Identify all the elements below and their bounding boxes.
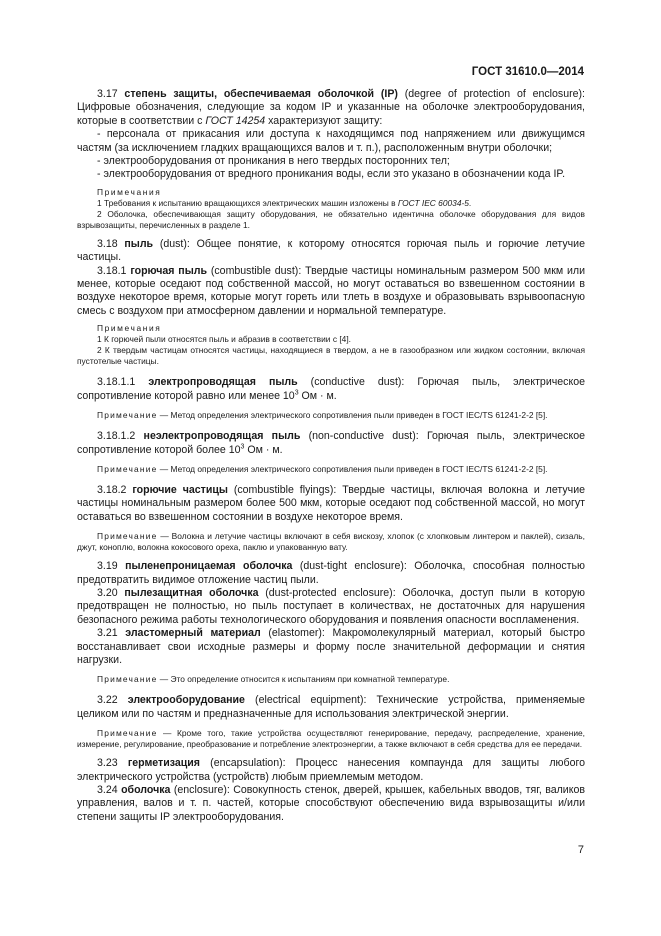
standard-reference: ГОСТ 14254 xyxy=(205,114,266,127)
clause-term: электропроводящая пыль xyxy=(148,376,298,389)
clause-3-19: 3.19 пыленепроницаемая оболочка (dust-tight enclosure): Оболочка, способная полностью предотвратить видимое отложение частиц пыли. xyxy=(77,560,585,586)
clause-3-18-2: 3.18.2 горючие частицы (combustible flyings): Твердые частицы, включая волокна и летучие частицы номинальным размером более 500 мкм, которые оседают под собственной массой, но могут оставаться во взвешенном состоянии в воздухе некоторое время. xyxy=(77,483,585,523)
note-label: Примечание xyxy=(97,674,158,685)
list-item: - персонала от прикасания или доступа к находящимся под напряжением или движущимся частям (за исключением гладких вращающихся валов и т. п.), расположенным внутри оболочки; xyxy=(77,128,585,154)
clause-3-18-1-1: 3.18.1.1 электропроводящая пыль (conductive dust): Горючая пыль, электрическое сопротивление которой равно или менее $10^3$ Ом · м. xyxy=(77,376,585,402)
note-item: Примечание — Это определение относится к испытаниям при комнатной температуре. xyxy=(97,674,450,685)
clause-3-23: 3.23 герметизация (encapsulation): Процесс нанесения компаунда для защиты любого электрического устройства (устройств) любым приемлемым методом. xyxy=(77,757,585,783)
note-item: Примечание — Метод определения электрического сопротивления пыли приведен в ГОСТ IEC/TS 61241-2-2 [5]. xyxy=(97,463,548,474)
clause-term: электрооборудование xyxy=(127,694,245,707)
clause-term: горючие частицы xyxy=(132,483,228,496)
document-header: ГОСТ 31610.0—2014 xyxy=(471,66,584,78)
note-item: 1 К горючей пыли относятся пыль и абразив в соответствии с [4]. xyxy=(97,334,351,345)
clause-term: пыленепроницаемая оболочка xyxy=(125,560,293,573)
clause-3-17 xyxy=(77,88,585,128)
list-item: - электрооборудования от вредного проникания воды, если это указано в обозначении кода IP. xyxy=(97,168,566,181)
standard-reference: ГОСТ IEC 60034-5 xyxy=(397,197,469,208)
list-item: - электрооборудования от проникания в него твердых посторонних тел; xyxy=(97,155,450,168)
clause-3-20: 3.20 пылезащитная оболочка (dust-protected enclosure): Оболочка, доступ пыли в которую предотвращен не полностью, но пыль поступает в количествах, не достаточных для нарушения безопасного режима работы технологического оборудования и появления опасности воспламенения. xyxy=(77,586,585,626)
clause-term: пылезащитная оболочка xyxy=(124,586,259,599)
clause-term: степень защиты, обеспечиваемая оболочкой (IP) xyxy=(124,88,398,100)
note-item: 1 Требования к испытанию вращающихся электрических машин изложены в ГОСТ IEC 60034-5. xyxy=(97,197,472,208)
document-body xyxy=(77,88,585,824)
note-item: 2 Оболочка, обеспечивающая защиту оборудования, не обязательно идентична оболочке оборудования для видов взрывозащиты, перечисленных в разделе 1. xyxy=(77,208,585,230)
note-label: Примечание xyxy=(97,410,158,421)
note-label: Примечание xyxy=(97,531,158,542)
page-number: 7 xyxy=(577,844,584,856)
note-label: Примечание xyxy=(97,728,158,739)
clause-3-21: 3.21 эластомерный материал (elastomer): Макромолекулярный материал, который быстро восстанавливает свои исходные размеры и форму после значительной деформации и снятия нагрузки. xyxy=(77,627,585,666)
note-item: 2 К твердым частицам относятся частицы, находящиеся в твердом, а не в газообразном или жидком состоянии, включая пустотелые частицы. xyxy=(77,345,585,367)
clause-term: горючая пыль xyxy=(130,264,207,277)
clause-term: оболочка xyxy=(121,784,171,796)
note-label: Примечание xyxy=(97,463,158,474)
clause-text: (degree of protection of enclosure): Цифровые обозначения, следующие за кодом IP и указанные на оболочке электрооборудования, которые в соответствии с xyxy=(77,88,585,127)
note-item: Примечание — Метод определения электрического сопротивления пыли приведен в ГОСТ IEC/TS 61241-2-2 [5]. xyxy=(97,410,548,421)
note-item: Примечание — Кроме того, такие устройства осуществляют генерирование, передачу, распределение, хранение, измерение, регулирование, преобразование и потребление электроэнергии, а также включают в себя средства для ее передачи. xyxy=(77,728,585,750)
notes-title: Примечания xyxy=(97,323,162,334)
clause-3-22: 3.22 электрооборудование (electrical equipment): Технические устройства, применяемые целиком или по частям и предназначенные для использования электрической энергии. xyxy=(77,694,585,720)
notes-title: Примечания xyxy=(97,186,162,197)
clause-term: неэлектропроводящая пыль xyxy=(143,430,301,443)
clause-term: пыль xyxy=(124,237,154,250)
clause-term: эластомерный материал xyxy=(125,627,261,640)
clause-text: характеризуют защиту: xyxy=(265,114,383,127)
note-item: Примечание — Волокна и летучие частицы включают в себя вискозу, хлопок (с хлопковым линтером и паклей), сизаль, джут, коноплю, волокна кокосового ореха, паклю и упакованную вату. xyxy=(77,531,585,553)
clause-3-18-1: 3.18.1 горючая пыль (combustible dust): Твердые частицы номинальным размером 500 мкм или менее, которые оседают под собственной массой, но могут оставаться во взвешенном состоянии в воздухе некоторое время, которые могут гореть или тлеть в воздухе и образовывать взрывоопасную смесь с воздухом при атмосферном давлении и нормальной температуре. xyxy=(77,264,585,317)
clause-3-18: 3.18 пыль (dust): Общее понятие, к которому относятся горючая пыль и горючие летучие частицы. xyxy=(77,237,585,264)
clause-3-24: 3.24 оболочка (enclosure): Совокупность стенок, дверей, крышек, кабельных вводов, тяг, валиков управления, валов и т. п. частей, которые способствуют обеспечению вида взрывозащиты и/или степени защиты IP электрооборудования. xyxy=(77,784,585,823)
clause-number: 3.17 xyxy=(97,88,118,100)
clause-term: герметизация xyxy=(127,757,200,770)
clause-3-18-1-2: 3.18.1.2 неэлектропроводящая пыль (non-conductive dust): Горючая пыль, электрическое сопротивление которой более $10^3$ Ом · м. xyxy=(77,430,585,456)
